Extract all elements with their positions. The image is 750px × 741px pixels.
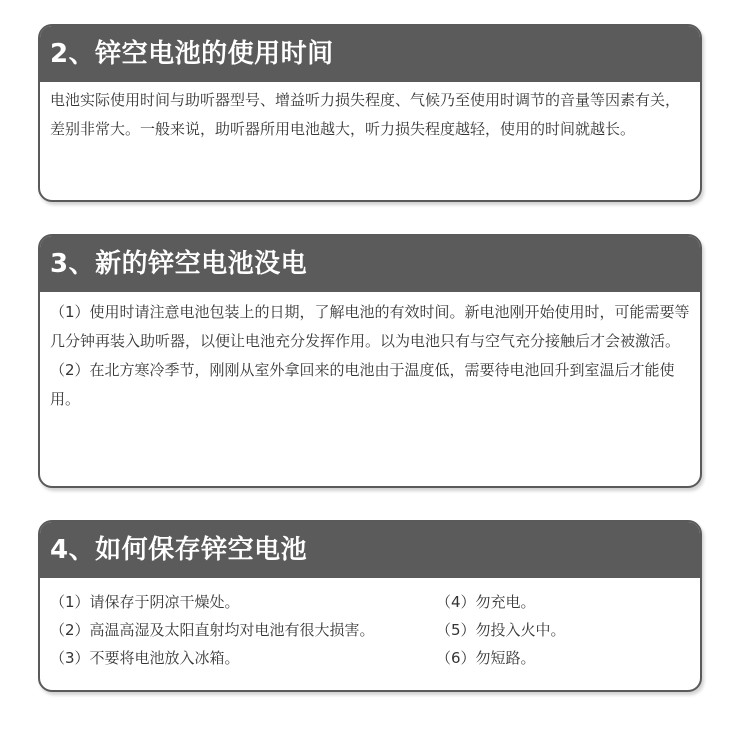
paragraph: 电池实际使用时间与助听器型号、增益听力损失程度、气候乃至使用时调节的音量等因素有关，差别非常大。一般来说，助听器所用电池越大，听力损失程度越轻，使用的时间就越长。 [50,91,681,138]
paragraph: （2）在北方寒冷季节，刚刚从室外拿回来的电池由于温度低，需要待电池回升到室温后才能使用。 [50,361,675,408]
section-title: 4、如何保存锌空电池 [40,522,700,578]
section-body [40,292,700,422]
section-body [40,82,700,152]
section-usage-time [38,24,702,202]
section-new-battery-no-power [38,234,702,488]
list-item: （5）勿投入火中。 [436,621,566,639]
section-title: 2、锌空电池的使用时间 [40,26,700,82]
list-item: （4）勿充电。 [436,593,536,611]
storage-tips-list [40,578,700,682]
list-item: （2）高温高湿及太阳直射均对电池有很大损害。 [50,621,375,639]
list-item: （1）请保存于阴凉干燥处。 [50,593,240,611]
section-storage [38,520,702,692]
list-item: （3）不要将电池放入冰箱。 [50,649,240,667]
paragraph: （1）使用时请注意电池包装上的日期，了解电池的有效时间。新电池刚开始使用时，可能需要等几分钟再装入助听器，以便让电池充分发挥作用。以为电池只有与空气充分接触后才会被激活。 [50,303,690,350]
list-item: （6）勿短路。 [436,649,536,667]
section-title: 3、新的锌空电池没电 [40,236,700,292]
